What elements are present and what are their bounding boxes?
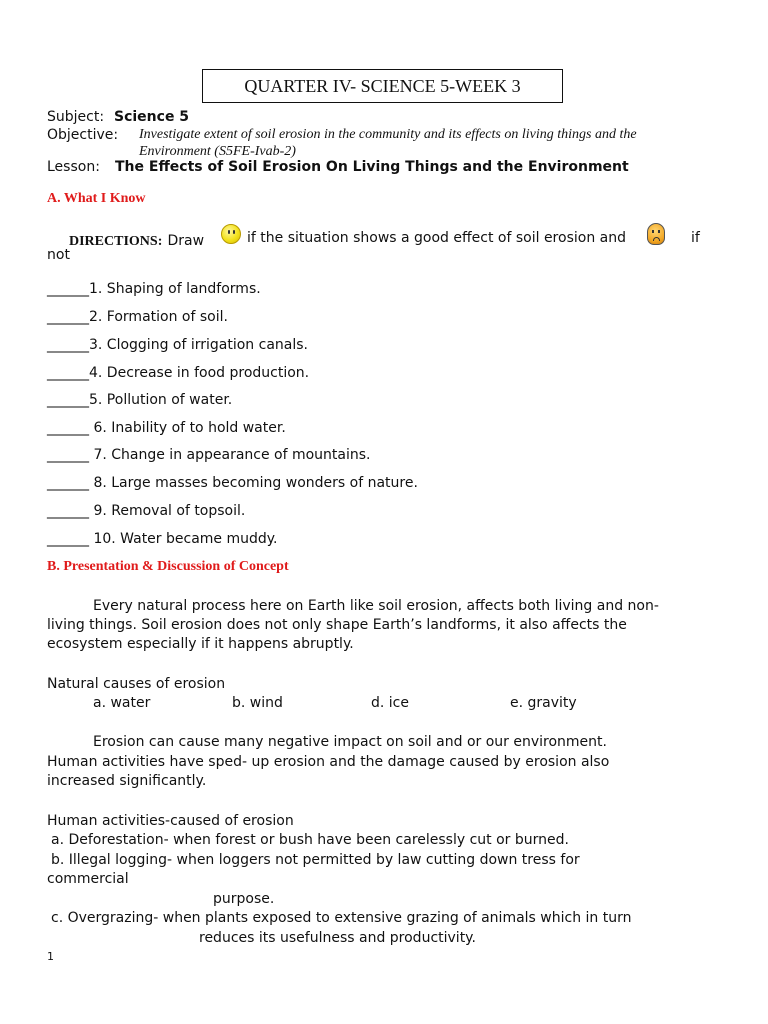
directions-draw: Draw	[167, 233, 205, 249]
objective-line-2: Environment (S5FE-Ivab-2)	[139, 144, 296, 159]
directions-text: if the situation shows a good effect of soil erosion and	[247, 230, 626, 246]
paragraph-1-line-1: Every natural process here on Earth like soil erosion, affects both living and non-	[93, 598, 659, 614]
paragraph-2-line-1: Erosion can cause many negative impact on soil and or our environment.	[93, 734, 607, 750]
paragraph-2-line-3: increased significantly.	[47, 773, 207, 789]
list-item: ______ 10. Water became muddy.	[47, 531, 278, 547]
section-a-heading: A. What I Know	[47, 191, 146, 206]
human-cause-b-line-1: b. Illegal logging- when loggers not permitted by law cutting down tress for	[51, 852, 580, 868]
list-item: ______ 8. Large masses becoming wonders of nature.	[47, 475, 418, 491]
human-cause-c-line-2: reduces its usefulness and productivity.	[199, 930, 476, 946]
natural-cause-item: a. water	[93, 695, 151, 711]
natural-cause-item: b. wind	[232, 695, 283, 711]
lesson-label: Lesson:	[47, 159, 100, 175]
directions-label: DIRECTIONS:	[69, 234, 163, 249]
list-item: ______2. Formation of soil.	[47, 309, 228, 325]
human-cause-b-line-2: commercial	[47, 871, 129, 887]
paragraph-1-line-3: ecosystem especially if it happens abruptly.	[47, 636, 354, 652]
objective-line-1: Investigate extent of soil erosion in the community and its effects on living things and the	[139, 127, 637, 142]
human-cause-a: a. Deforestation- when forest or bush have been carelessly cut or burned.	[51, 832, 569, 848]
human-cause-c-line-1: c. Overgrazing- when plants exposed to extensive grazing of animals which in turn	[51, 910, 632, 926]
list-item: ______3. Clogging of irrigation canals.	[47, 337, 308, 353]
lesson-title: The Effects of Soil Erosion On Living Things and the Environment	[115, 159, 629, 175]
natural-cause-item: d. ice	[371, 695, 409, 711]
list-item: ______ 9. Removal of topsoil.	[47, 503, 246, 519]
list-item: ______ 7. Change in appearance of mountains.	[47, 447, 371, 463]
page-title	[202, 69, 563, 103]
page-number: 1	[47, 950, 54, 963]
subject-label: Subject:	[47, 109, 105, 125]
list-item: ______1. Shaping of landforms.	[47, 281, 261, 297]
list-item: ______ 6. Inability of to hold water.	[47, 420, 286, 436]
human-cause-b-line-3: purpose.	[213, 891, 275, 907]
paragraph-1-line-2: living things. Soil erosion does not only shape Earth’s landforms, it also affects the	[47, 617, 627, 633]
natural-cause-item: e. gravity	[510, 695, 577, 711]
list-item: ______4. Decrease in food production.	[47, 365, 310, 381]
objective-label: Objective:	[47, 127, 119, 143]
directions	[69, 230, 204, 250]
human-causes-heading: Human activities-caused of erosion	[47, 813, 294, 829]
section-b-heading: B. Presentation & Discussion of Concept	[47, 559, 289, 574]
sad-face-icon	[647, 223, 665, 245]
natural-causes-heading: Natural causes of erosion	[47, 676, 226, 692]
page-title-text: QUARTER IV- SCIENCE 5-WEEK 3	[244, 75, 521, 96]
paragraph-2-line-2: Human activities have sped- up erosion and the damage caused by erosion also	[47, 754, 610, 770]
directions-if: if	[691, 230, 700, 246]
directions-not: not	[47, 247, 70, 263]
subject-value: Science 5	[114, 109, 190, 125]
smiley-face-icon	[221, 224, 241, 244]
list-item: ______5. Pollution of water.	[47, 392, 233, 408]
